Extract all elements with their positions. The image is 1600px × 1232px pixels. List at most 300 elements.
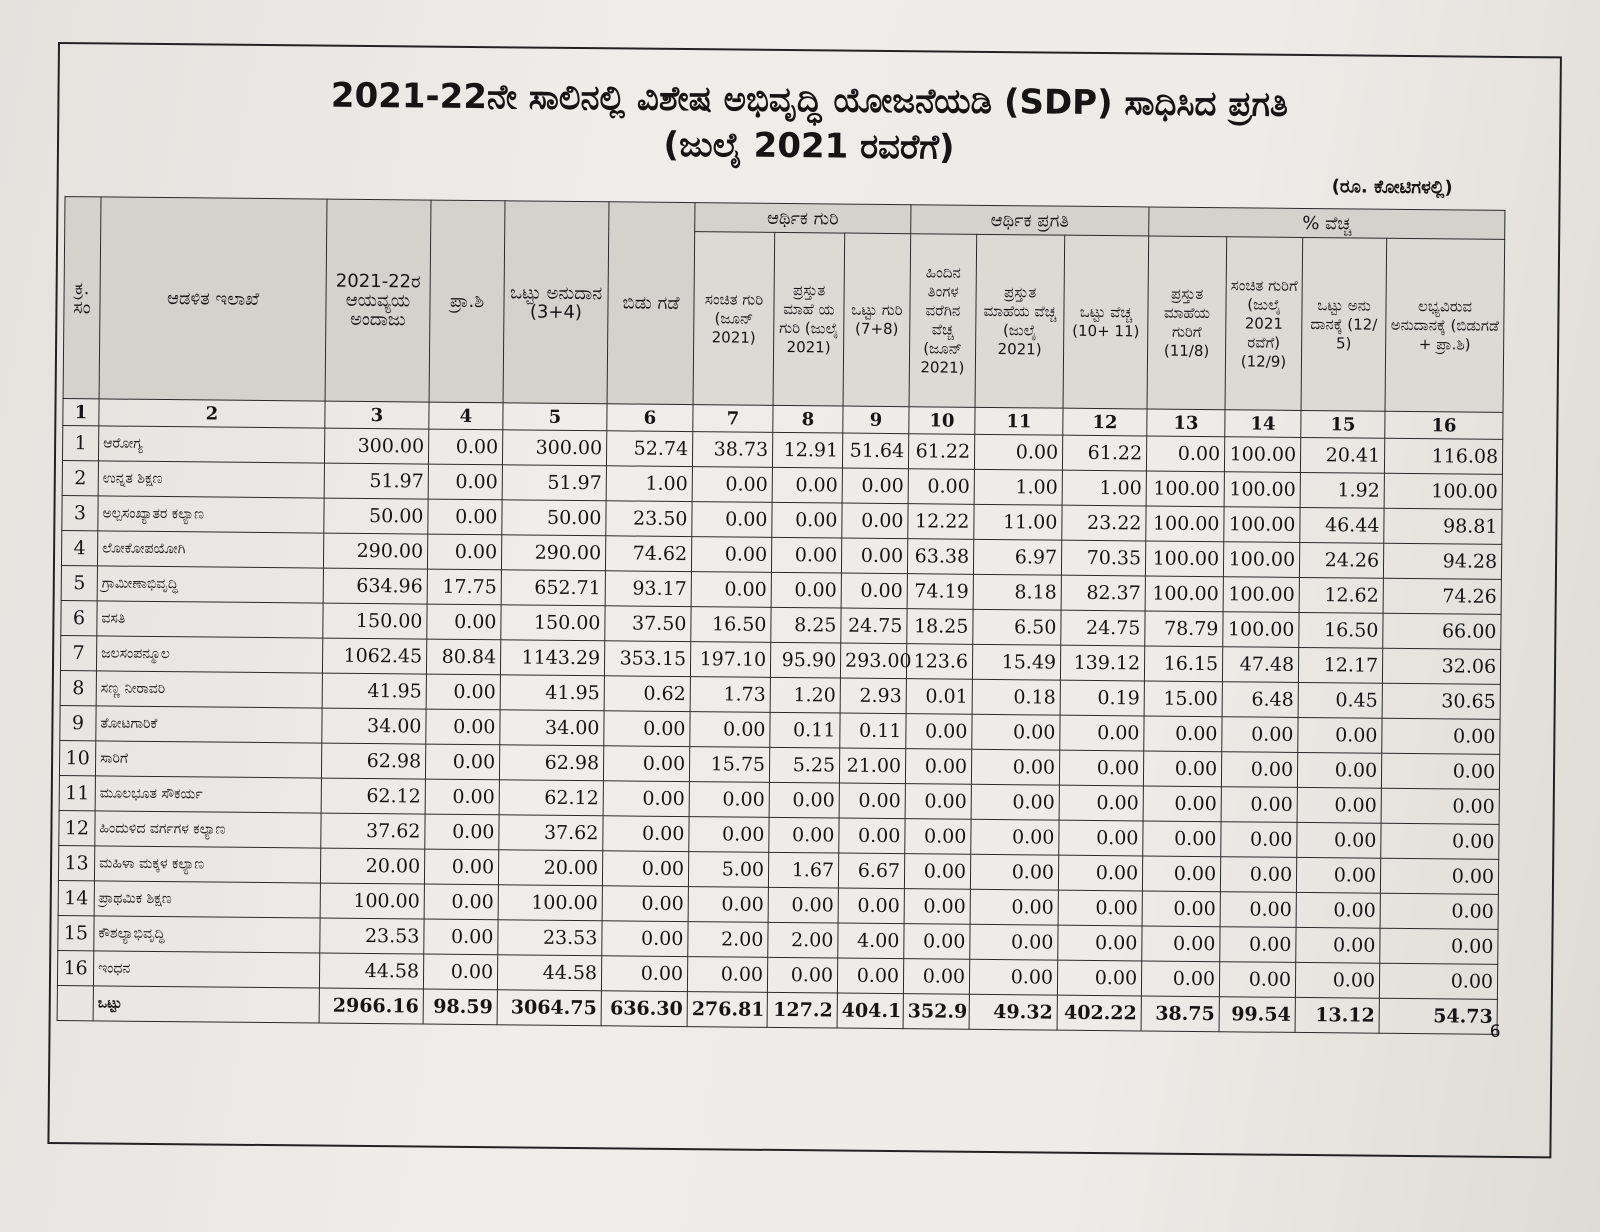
value-cell: 100.00 xyxy=(1224,437,1300,473)
value-cell: 0.00 xyxy=(1297,822,1381,858)
value-cell: 37.50 xyxy=(605,606,691,642)
table-header xyxy=(63,197,1505,413)
department-cell: ಉನ್ನತ ಶಿಕ್ಷಣ xyxy=(98,461,324,498)
value-cell: 74.26 xyxy=(1383,578,1501,614)
value-cell: 0.00 xyxy=(970,924,1058,960)
value-cell: 0.00 xyxy=(427,534,501,570)
value-cell: 0.00 xyxy=(1382,718,1500,754)
value-cell: 2.00 xyxy=(688,922,768,958)
value-cell: 0.00 xyxy=(842,468,908,504)
column-number: 1 xyxy=(63,399,99,426)
value-cell: 0.00 xyxy=(1141,961,1219,997)
value-cell: 0.00 xyxy=(688,887,768,923)
value-cell: 123.6 xyxy=(906,644,972,680)
value-cell: 15.00 xyxy=(1144,681,1222,717)
header-sl: ಕ್ರ. ಸಂ xyxy=(63,197,101,399)
serial-number-cell: 12 xyxy=(59,811,95,846)
value-cell: 37.62 xyxy=(499,815,603,851)
value-cell: 0.00 xyxy=(1058,890,1142,926)
value-cell: 0.00 xyxy=(1058,855,1142,891)
value-cell: 0.00 xyxy=(974,434,1062,470)
serial-number-cell: 7 xyxy=(60,636,96,671)
value-cell: 0.00 xyxy=(837,958,903,994)
header-dept: ಆಡಳಿತ ಇಲಾಖೆ xyxy=(99,197,327,401)
title-line-2: (ಜುಲೈ 2021 ರವರೆಗೆ) xyxy=(663,124,955,168)
value-cell: 1.00 xyxy=(974,469,1062,505)
value-cell: 100.00 xyxy=(1223,542,1299,578)
value-cell: 16.50 xyxy=(1299,612,1383,648)
department-cell: ಸಾರಿಗೆ xyxy=(95,741,321,778)
value-cell: 12.17 xyxy=(1298,647,1382,683)
serial-number-cell: 3 xyxy=(62,496,98,531)
header-group-progress: ಆರ್ಥಿಕ ಪ್ರಗತಿ xyxy=(911,205,1149,236)
total-label-cell: ಒಟ್ಟು xyxy=(93,986,319,1023)
value-cell: 0.00 xyxy=(772,502,842,538)
value-cell: 1143.29 xyxy=(500,640,604,676)
value-cell: 20.41 xyxy=(1300,437,1384,473)
value-cell: 0.00 xyxy=(1381,788,1499,824)
serial-number-cell: 15 xyxy=(58,916,94,951)
value-cell: 32.06 xyxy=(1382,648,1500,684)
header-c13: ಪ್ರಸ್ತುತ ಮಾಹೆಯ ಗುರಿಗೆ (11/8) xyxy=(1147,236,1227,410)
department-cell: ಜಲಸಂಪನ್ಮೂಲ xyxy=(96,636,322,673)
value-cell: 0.19 xyxy=(1060,680,1144,716)
value-cell: 11.00 xyxy=(974,504,1062,540)
column-number: 8 xyxy=(773,405,843,433)
value-cell: 23.53 xyxy=(320,918,424,954)
value-cell: 1.67 xyxy=(768,852,838,888)
header-c16: ಲಭ್ಯವಿರುವ ಅನುದಾನಕ್ಕೆ (ಬಿಡುಗಡೆ + ಪ್ರಾ.ಶಿ) xyxy=(1385,238,1505,412)
value-cell: 0.00 xyxy=(771,537,841,573)
value-cell: 51.97 xyxy=(502,465,606,501)
value-cell: 0.00 xyxy=(1221,822,1297,858)
value-cell: 0.00 xyxy=(1220,857,1296,893)
value-cell: 100.00 xyxy=(1224,507,1300,543)
value-cell: 98.81 xyxy=(1384,508,1502,544)
value-cell: 15.49 xyxy=(972,644,1060,680)
value-cell: 0.00 xyxy=(425,814,499,850)
total-value-cell xyxy=(57,986,93,1021)
value-cell: 0.00 xyxy=(772,467,842,503)
value-cell: 5.00 xyxy=(688,852,768,888)
value-cell: 0.00 xyxy=(1220,927,1296,963)
value-cell: 0.00 xyxy=(971,749,1059,785)
title-line-1: 2021-22ನೇ ಸಾಲಿನಲ್ಲಿ ವಿಶೇಷ ಅಭಿವೃದ್ಧಿ ಯೋಜನೆಯಡಿ (SDP) ಸಾಧಿಸಿದ ಪ್ರಗತಿ xyxy=(330,75,1289,125)
value-cell: 0.00 xyxy=(769,782,839,818)
value-cell: 12.62 xyxy=(1299,577,1383,613)
value-cell: 0.00 xyxy=(905,819,971,855)
value-cell: 0.00 xyxy=(767,957,837,993)
value-cell: 4.00 xyxy=(838,923,904,959)
value-cell: 5.25 xyxy=(769,747,839,783)
value-cell: 0.00 xyxy=(1220,892,1296,928)
sdp-progress-table-wrap xyxy=(57,196,1505,1035)
value-cell: 290.00 xyxy=(501,535,605,571)
value-cell: 0.00 xyxy=(427,604,501,640)
column-number: 10 xyxy=(909,407,975,435)
value-cell: 0.00 xyxy=(1142,891,1220,927)
value-cell: 0.00 xyxy=(1059,750,1143,786)
sdp-progress-table xyxy=(57,196,1506,1035)
page-frame xyxy=(47,42,1562,1158)
total-value-cell: 3064.75 xyxy=(497,990,601,1026)
value-cell: 1.00 xyxy=(1062,470,1146,506)
value-cell: 18.25 xyxy=(907,609,973,645)
value-cell: 38.73 xyxy=(692,432,772,468)
serial-number-cell: 4 xyxy=(61,531,97,566)
value-cell: 0.00 xyxy=(970,889,1058,925)
department-cell: ವಸತಿ xyxy=(97,601,323,638)
value-cell: 0.00 xyxy=(424,884,498,920)
value-cell: 100.00 xyxy=(1223,577,1299,613)
value-cell: 0.00 xyxy=(1297,787,1381,823)
value-cell: 0.00 xyxy=(603,816,689,852)
value-cell: 6.48 xyxy=(1222,682,1298,718)
value-cell: 62.98 xyxy=(499,745,603,781)
total-value-cell: 127.2 xyxy=(767,992,837,1028)
value-cell: 1062.45 xyxy=(322,638,426,674)
value-cell: 1.92 xyxy=(1300,472,1384,508)
value-cell: 0.00 xyxy=(1143,786,1221,822)
value-cell: 0.11 xyxy=(840,713,906,749)
value-cell: 634.96 xyxy=(323,568,427,604)
serial-number-cell: 14 xyxy=(58,881,94,916)
value-cell: 0.00 xyxy=(969,959,1057,995)
value-cell: 41.95 xyxy=(500,675,604,711)
department-cell: ಅಲ್ಪಸಂಖ್ಯಾತರ ಕಲ್ಯಾಣ xyxy=(98,496,324,533)
value-cell: 8.25 xyxy=(771,607,841,643)
value-cell: 0.00 xyxy=(689,817,769,853)
value-cell: 50.00 xyxy=(324,498,428,534)
department-cell: ತೋಟಗಾರಿಕೆ xyxy=(96,706,322,743)
header-c14: ಸಂಚಿತ ಗುರಿಗೆ (ಜುಲೈ 2021 ರವೆಗೆ) (12/9) xyxy=(1225,237,1303,411)
value-cell: 93.17 xyxy=(605,571,691,607)
value-cell: 62.12 xyxy=(499,780,603,816)
value-cell: 0.11 xyxy=(770,712,840,748)
value-cell: 100.00 xyxy=(320,883,424,919)
value-cell: 0.00 xyxy=(905,784,971,820)
header-c7: ಸಂಚಿತ ಗುರಿ (ಜೂನ್ 2021) xyxy=(693,232,775,406)
value-cell: 8.18 xyxy=(973,574,1061,610)
header-budget: 2021-22ರ ಆಯವ್ಯಯ ಅಂದಾಜು xyxy=(325,199,431,402)
value-cell: 0.00 xyxy=(426,674,500,710)
unit-note: (ರೂ. ಕೋಟಿಗಳಲ್ಲಿ) xyxy=(1331,176,1453,199)
value-cell: 0.00 xyxy=(768,887,838,923)
value-cell: 100.00 xyxy=(1145,576,1223,612)
value-cell: 0.00 xyxy=(841,573,907,609)
value-cell: 0.00 xyxy=(689,782,769,818)
value-cell: 82.37 xyxy=(1061,575,1145,611)
value-cell: 52.74 xyxy=(606,431,692,467)
department-cell: ಮಹಿಳಾ ಮಕ್ಕಳ ಕಲ್ಯಾಣ xyxy=(94,846,320,883)
header-c15: ಒಟ್ಟು ಅನು ದಾನಕ್ಕೆ (12/ 5) xyxy=(1301,237,1387,411)
value-cell: 300.00 xyxy=(324,428,428,464)
header-group-percent: % ವೆಚ್ಚ xyxy=(1149,207,1505,239)
value-cell: 6.50 xyxy=(973,609,1061,645)
value-cell: 0.00 xyxy=(839,818,905,854)
total-value-cell: 404.1 xyxy=(837,993,903,1029)
value-cell: 1.00 xyxy=(606,466,692,502)
value-cell: 0.00 xyxy=(1146,436,1224,472)
value-cell: 652.71 xyxy=(501,570,605,606)
value-cell: 0.00 xyxy=(841,538,907,574)
value-cell: 353.15 xyxy=(604,641,690,677)
header-c9: ಒಟ್ಟು ಗುರಿ (7+8) xyxy=(843,233,911,407)
value-cell: 0.00 xyxy=(972,714,1060,750)
value-cell: 0.00 xyxy=(428,499,502,535)
value-cell: 0.00 xyxy=(691,537,771,573)
value-cell: 20.00 xyxy=(320,848,424,884)
value-cell: 0.00 xyxy=(1379,963,1497,999)
header-c8: ಪ್ರಸ್ತುತ ಮಾಹೆ ಯ ಗುರಿ (ಜುಲೈ 2021) xyxy=(773,232,845,406)
value-cell: 100.00 xyxy=(1146,471,1224,507)
total-value-cell: 636.30 xyxy=(601,991,687,1027)
header-total-grant: ಒಟ್ಟು ಅನುದಾನ (3+4) xyxy=(503,201,609,404)
value-cell: 0.00 xyxy=(1296,927,1380,963)
value-cell: 2.00 xyxy=(768,922,838,958)
value-cell: 0.00 xyxy=(1222,717,1298,753)
value-cell: 100.00 xyxy=(1145,541,1223,577)
value-cell: 290.00 xyxy=(323,533,427,569)
value-cell: 20.00 xyxy=(498,850,602,886)
header-c10: ಹಿಂದಿನ ತಿಂಗಳ ವರೆಗಿನ ವೆಚ್ಚ (ಜೂನ್ 2021) xyxy=(909,234,977,408)
value-cell: 80.84 xyxy=(426,639,500,675)
value-cell: 0.62 xyxy=(604,676,690,712)
total-value-cell: 38.75 xyxy=(1141,996,1219,1032)
value-cell: 100.00 xyxy=(1384,473,1502,509)
value-cell: 0.00 xyxy=(1219,962,1295,998)
total-value-cell: 54.73 xyxy=(1379,998,1497,1034)
serial-number-cell: 11 xyxy=(59,776,95,811)
value-cell: 17.75 xyxy=(427,569,501,605)
value-cell: 0.00 xyxy=(1221,787,1297,823)
value-cell: 150.00 xyxy=(323,603,427,639)
value-cell: 1.73 xyxy=(690,677,770,713)
department-cell: ಆರೋಗ್ಯ xyxy=(98,426,324,463)
value-cell: 100.00 xyxy=(498,885,602,921)
value-cell: 34.00 xyxy=(500,710,604,746)
value-cell: 0.00 xyxy=(692,467,772,503)
value-cell: 0.00 xyxy=(971,784,1059,820)
total-value-cell: 2966.16 xyxy=(319,988,423,1024)
value-cell: 0.00 xyxy=(1380,928,1498,964)
value-cell: 0.00 xyxy=(1296,892,1380,928)
header-c12: ಒಟ್ಟು ವೆಚ್ಚ (10+ 11) xyxy=(1063,235,1149,409)
column-number: 15 xyxy=(1301,410,1385,438)
serial-number-cell: 10 xyxy=(59,741,95,776)
value-cell: 0.00 xyxy=(690,712,770,748)
value-cell: 51.97 xyxy=(324,463,428,499)
value-cell: 0.00 xyxy=(1298,717,1382,753)
serial-number-cell: 1 xyxy=(62,426,98,461)
serial-number-cell: 16 xyxy=(57,951,93,986)
value-cell: 0.00 xyxy=(692,502,772,538)
value-cell: 0.45 xyxy=(1298,682,1382,718)
value-cell: 0.00 xyxy=(1057,960,1141,996)
value-cell: 24.75 xyxy=(1061,610,1145,646)
header-pra-shi: ಪ್ರಾ.ಶಿ xyxy=(429,200,505,403)
value-cell: 44.58 xyxy=(497,955,601,991)
value-cell: 0.00 xyxy=(423,954,497,990)
serial-number-cell: 9 xyxy=(60,706,96,741)
value-cell: 95.90 xyxy=(770,642,840,678)
value-cell: 0.00 xyxy=(424,919,498,955)
value-cell: 23.22 xyxy=(1062,505,1146,541)
department-cell: ಲೋಕೋಪಯೋಗಿ xyxy=(97,531,323,568)
value-cell: 293.00 xyxy=(840,643,906,679)
value-cell: 94.28 xyxy=(1383,543,1501,579)
value-cell: 0.00 xyxy=(601,956,687,992)
column-number: 13 xyxy=(1147,409,1225,437)
value-cell: 0.00 xyxy=(970,854,1058,890)
value-cell: 12.91 xyxy=(772,432,842,468)
department-cell: ಗ್ರಾಮೀಣಾಭಿವೃದ್ಧಿ xyxy=(97,566,323,603)
value-cell: 0.00 xyxy=(905,749,971,785)
column-number: 5 xyxy=(503,403,607,431)
value-cell: 62.98 xyxy=(321,743,425,779)
header-c11: ಪ್ರಸ್ತುತ ಮಾಹೆಯ ವೆಚ್ಚ (ಜುಲೈ 2021) xyxy=(975,234,1065,408)
column-number: 4 xyxy=(429,402,503,430)
value-cell: 63.38 xyxy=(907,539,973,575)
value-cell: 0.00 xyxy=(839,783,905,819)
value-cell: 16.15 xyxy=(1144,646,1222,682)
serial-number-cell: 8 xyxy=(60,671,96,706)
value-cell: 0.00 xyxy=(687,957,767,993)
total-value-cell: 98.59 xyxy=(423,989,497,1025)
value-cell: 74.19 xyxy=(907,574,973,610)
value-cell: 0.18 xyxy=(972,679,1060,715)
column-number: 2 xyxy=(99,399,325,428)
value-cell: 6.97 xyxy=(973,539,1061,575)
value-cell: 0.00 xyxy=(1142,926,1220,962)
value-cell: 0.00 xyxy=(842,503,908,539)
total-value-cell: 352.9 xyxy=(903,994,969,1030)
value-cell: 0.00 xyxy=(904,924,970,960)
department-cell: ಸಣ್ಣ ನೀರಾವರಿ xyxy=(96,671,322,708)
value-cell: 47.48 xyxy=(1222,647,1298,683)
department-cell: ಹಿಂದುಳಿದ ವರ್ಗಗಳ ಕಲ್ಯಾಣ xyxy=(95,811,321,848)
value-cell: 0.00 xyxy=(769,817,839,853)
value-cell: 15.75 xyxy=(689,747,769,783)
value-cell: 0.00 xyxy=(602,921,688,957)
value-cell: 0.00 xyxy=(602,886,688,922)
value-cell: 21.00 xyxy=(839,748,905,784)
value-cell: 24.26 xyxy=(1299,542,1383,578)
department-cell: ಇಂಧನ xyxy=(93,951,319,988)
department-cell: ಮೂಲಭೂತ ಸೌಕರ್ಯ xyxy=(95,776,321,813)
page-number: 6 xyxy=(1489,1021,1501,1042)
column-number: 14 xyxy=(1225,410,1301,438)
column-number: 3 xyxy=(325,401,429,429)
value-cell: 0.00 xyxy=(428,429,502,465)
total-value-cell: 402.22 xyxy=(1057,995,1141,1031)
value-cell: 0.00 xyxy=(1296,857,1380,893)
department-cell: ಪ್ರಾಥಮಿಕ ಶಿಕ್ಷಣ xyxy=(94,881,320,918)
value-cell: 0.00 xyxy=(428,464,502,500)
value-cell: 0.00 xyxy=(1142,856,1220,892)
value-cell: 0.00 xyxy=(904,854,970,890)
value-cell: 0.00 xyxy=(1143,821,1221,857)
value-cell: 0.00 xyxy=(1144,716,1222,752)
value-cell: 61.22 xyxy=(1062,435,1146,471)
value-cell: 116.08 xyxy=(1384,438,1502,474)
value-cell: 50.00 xyxy=(502,500,606,536)
value-cell: 0.00 xyxy=(1059,820,1143,856)
value-cell: 41.95 xyxy=(322,673,426,709)
value-cell: 100.00 xyxy=(1224,472,1300,508)
value-cell: 23.50 xyxy=(606,501,692,537)
header-group-target: ಆರ್ಥಿಕ ಗುರಿ xyxy=(695,203,911,234)
department-cell: ಕೌಶಲ್ಯಾಭಿವೃದ್ಧಿ xyxy=(94,916,320,953)
value-cell: 0.00 xyxy=(1381,753,1499,789)
value-cell: 70.35 xyxy=(1061,540,1145,576)
value-cell: 0.00 xyxy=(838,888,904,924)
column-number: 6 xyxy=(607,404,693,432)
value-cell: 30.65 xyxy=(1382,683,1500,719)
value-cell: 0.00 xyxy=(1060,715,1144,751)
serial-number-cell: 13 xyxy=(58,846,94,881)
value-cell: 0.00 xyxy=(425,744,499,780)
value-cell: 0.00 xyxy=(1295,962,1379,998)
value-cell: 0.00 xyxy=(1297,752,1381,788)
value-cell: 16.50 xyxy=(691,607,771,643)
value-cell: 150.00 xyxy=(501,605,605,641)
value-cell: 62.12 xyxy=(321,778,425,814)
value-cell: 24.75 xyxy=(841,608,907,644)
value-cell: 0.00 xyxy=(1221,752,1297,788)
value-cell: 0.00 xyxy=(1381,823,1499,859)
header-release: ಬಿಡು ಗಡೆ xyxy=(607,202,695,405)
value-cell: 0.00 xyxy=(904,889,970,925)
value-cell: 44.58 xyxy=(319,953,423,989)
value-cell: 0.00 xyxy=(908,469,974,505)
value-cell: 51.64 xyxy=(842,433,908,469)
value-cell: 0.00 xyxy=(426,709,500,745)
serial-number-cell: 5 xyxy=(61,566,97,601)
value-cell: 0.00 xyxy=(771,572,841,608)
serial-number-cell: 6 xyxy=(61,601,97,636)
report-title xyxy=(59,70,1560,176)
value-cell: 74.62 xyxy=(605,536,691,572)
value-cell: 78.79 xyxy=(1145,611,1223,647)
value-cell: 0.00 xyxy=(603,781,689,817)
value-cell: 0.00 xyxy=(1380,858,1498,894)
value-cell: 139.12 xyxy=(1060,645,1144,681)
value-cell: 37.62 xyxy=(321,813,425,849)
value-cell: 34.00 xyxy=(322,708,426,744)
value-cell: 100.00 xyxy=(1223,612,1299,648)
value-cell: 0.00 xyxy=(1380,893,1498,929)
value-cell: 1.20 xyxy=(770,677,840,713)
value-cell: 100.00 xyxy=(1146,506,1224,542)
value-cell: 0.00 xyxy=(603,746,689,782)
column-number: 12 xyxy=(1063,408,1147,436)
value-cell: 0.00 xyxy=(1058,925,1142,961)
total-value-cell: 276.81 xyxy=(687,992,767,1028)
value-cell: 12.22 xyxy=(908,504,974,540)
total-value-cell: 13.12 xyxy=(1295,997,1379,1033)
value-cell: 66.00 xyxy=(1383,613,1501,649)
total-value-cell: 49.32 xyxy=(969,994,1057,1030)
value-cell: 0.00 xyxy=(604,711,690,747)
value-cell: 0.01 xyxy=(906,679,972,715)
serial-number-cell: 2 xyxy=(62,461,98,496)
value-cell: 0.00 xyxy=(424,849,498,885)
value-cell: 0.00 xyxy=(1143,751,1221,787)
value-cell: 6.67 xyxy=(838,853,904,889)
value-cell: 0.00 xyxy=(971,819,1059,855)
value-cell: 23.53 xyxy=(498,920,602,956)
